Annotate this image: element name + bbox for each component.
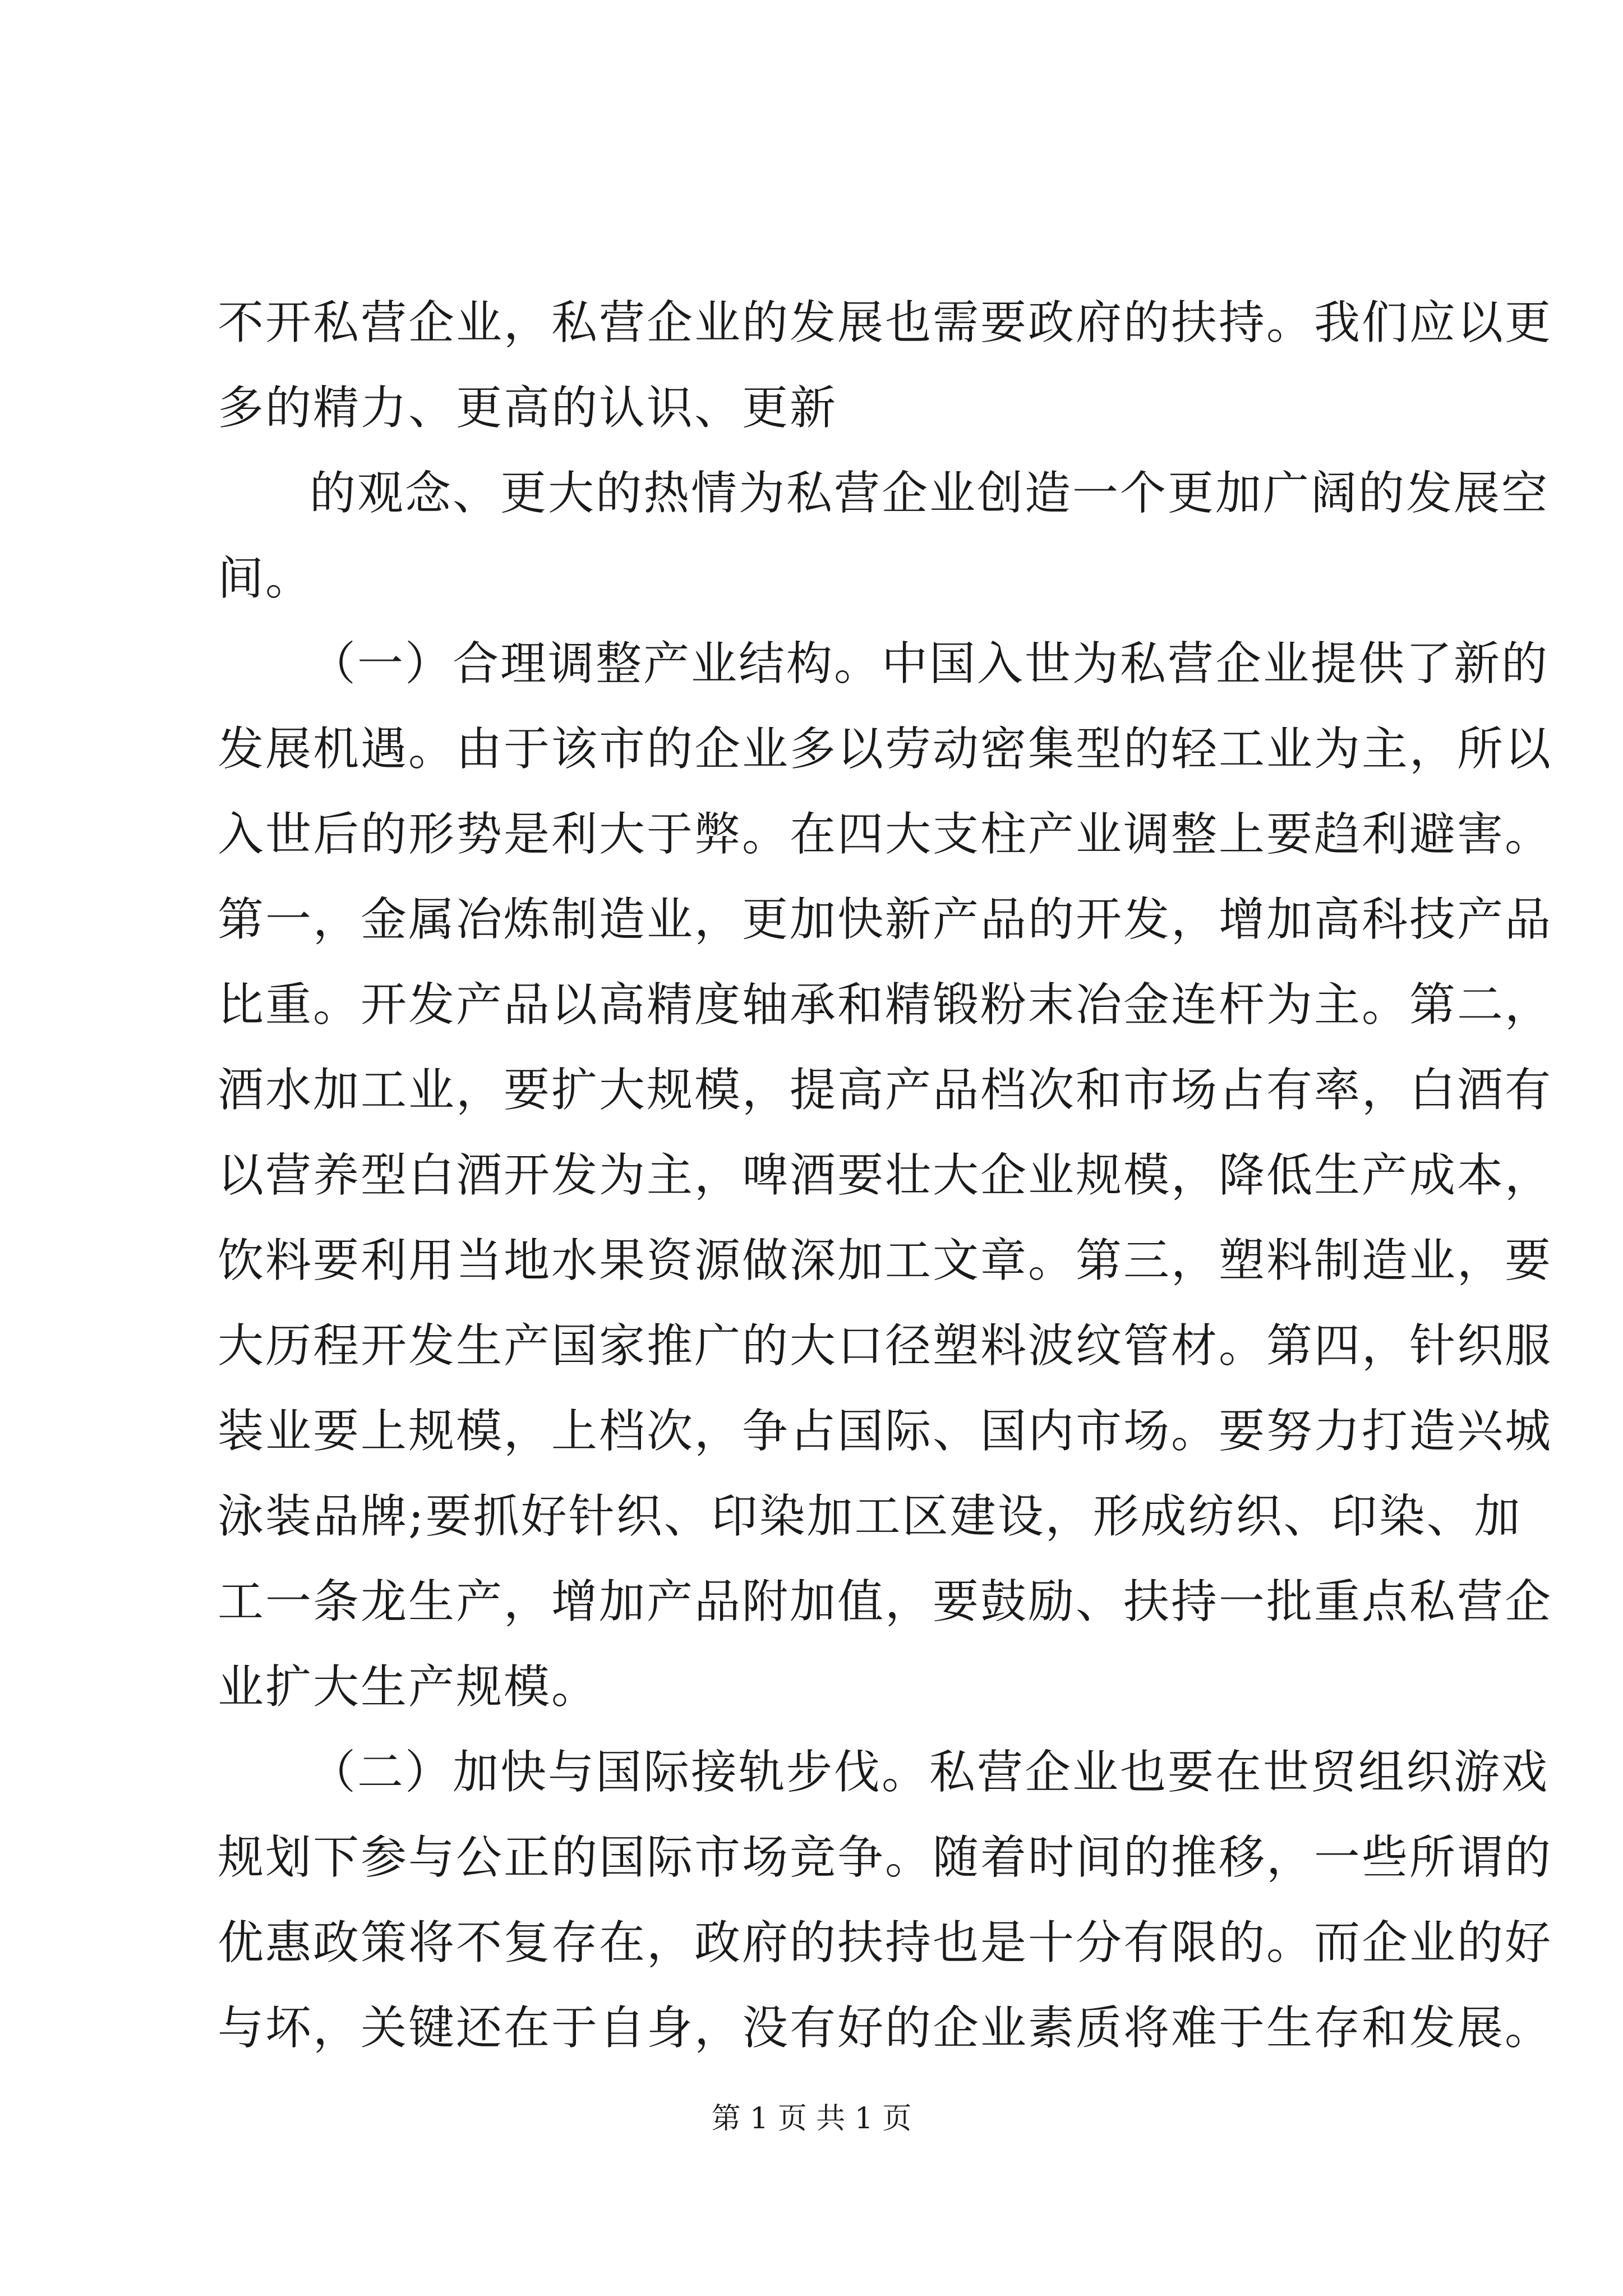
text-line: 第一，金属冶炼制造业，更加快新产品的开发，增加高科技产品 bbox=[218, 893, 1553, 946]
text-line: 比重。开发产品以高精度轴承和精锻粉末冶金连杆为主。第二， bbox=[218, 978, 1553, 1032]
text-line: 与坏，关键还在于自身，没有好的企业素质将难于生存和发展。 bbox=[218, 2001, 1553, 2055]
document-body bbox=[218, 280, 1553, 2071]
text-line: 工一条龙生产，增加产品附加值，要鼓励、扶持一批重点私营企 bbox=[218, 1575, 1553, 1628]
page-footer: 第 1 页 共 1 页 bbox=[711, 2102, 912, 2136]
text-line: 优惠政策将不复存在，政府的扶持也是十分有限的。而企业的好 bbox=[218, 1916, 1553, 1970]
text-line: 的观念、更大的热情为私营企业创造一个更加广阔的发展空 bbox=[310, 467, 1550, 520]
text-line: 入世后的形势是利大于弊。在四大支柱产业调整上要趋利避害。 bbox=[218, 808, 1553, 861]
text-line: 规划下参与公正的国际市场竞争。随着时间的推移，一些所谓的 bbox=[218, 1831, 1553, 1884]
text-line: 饮料要利用当地水果资源做深加工文章。第三，塑料制造业，要 bbox=[218, 1234, 1553, 1287]
text-line: （二）加快与国际接轨步伐。私营企业也要在世贸组织游戏 bbox=[310, 1746, 1550, 1799]
text-line: 大历程开发生产国家推广的大口径塑料波纹管材。第四，针织服 bbox=[218, 1319, 1553, 1373]
text-line: 多的精力、更高的认识、更新 bbox=[218, 381, 838, 435]
text-line: 装业要上规模，上档次，争占国际、国内市场。要努力打造兴城 bbox=[218, 1405, 1553, 1458]
text-line: 发展机遇。由于该市的企业多以劳动密集型的轻工业为主，所以 bbox=[218, 723, 1553, 776]
text-line: 泳装品牌;要抓好针织、印染加工区建设，形成纺织、印染、加 bbox=[218, 1490, 1522, 1543]
text-line: （一）合理调整产业结构。中国入世为私营企业提供了新的 bbox=[310, 637, 1550, 691]
text-line: 间。 bbox=[218, 552, 313, 605]
text-line: 以营养型白酒开发为主，啤酒要壮大企业规模，降低生产成本， bbox=[218, 1149, 1553, 1202]
text-line: 酒水加工业，要扩大规模，提高产品档次和市场占有率，白酒有 bbox=[218, 1064, 1553, 1117]
text-line: 业扩大生产规模。 bbox=[218, 1660, 600, 1714]
text-line: 不开私营企业，私营企业的发展也需要政府的扶持。我们应以更 bbox=[218, 296, 1553, 349]
